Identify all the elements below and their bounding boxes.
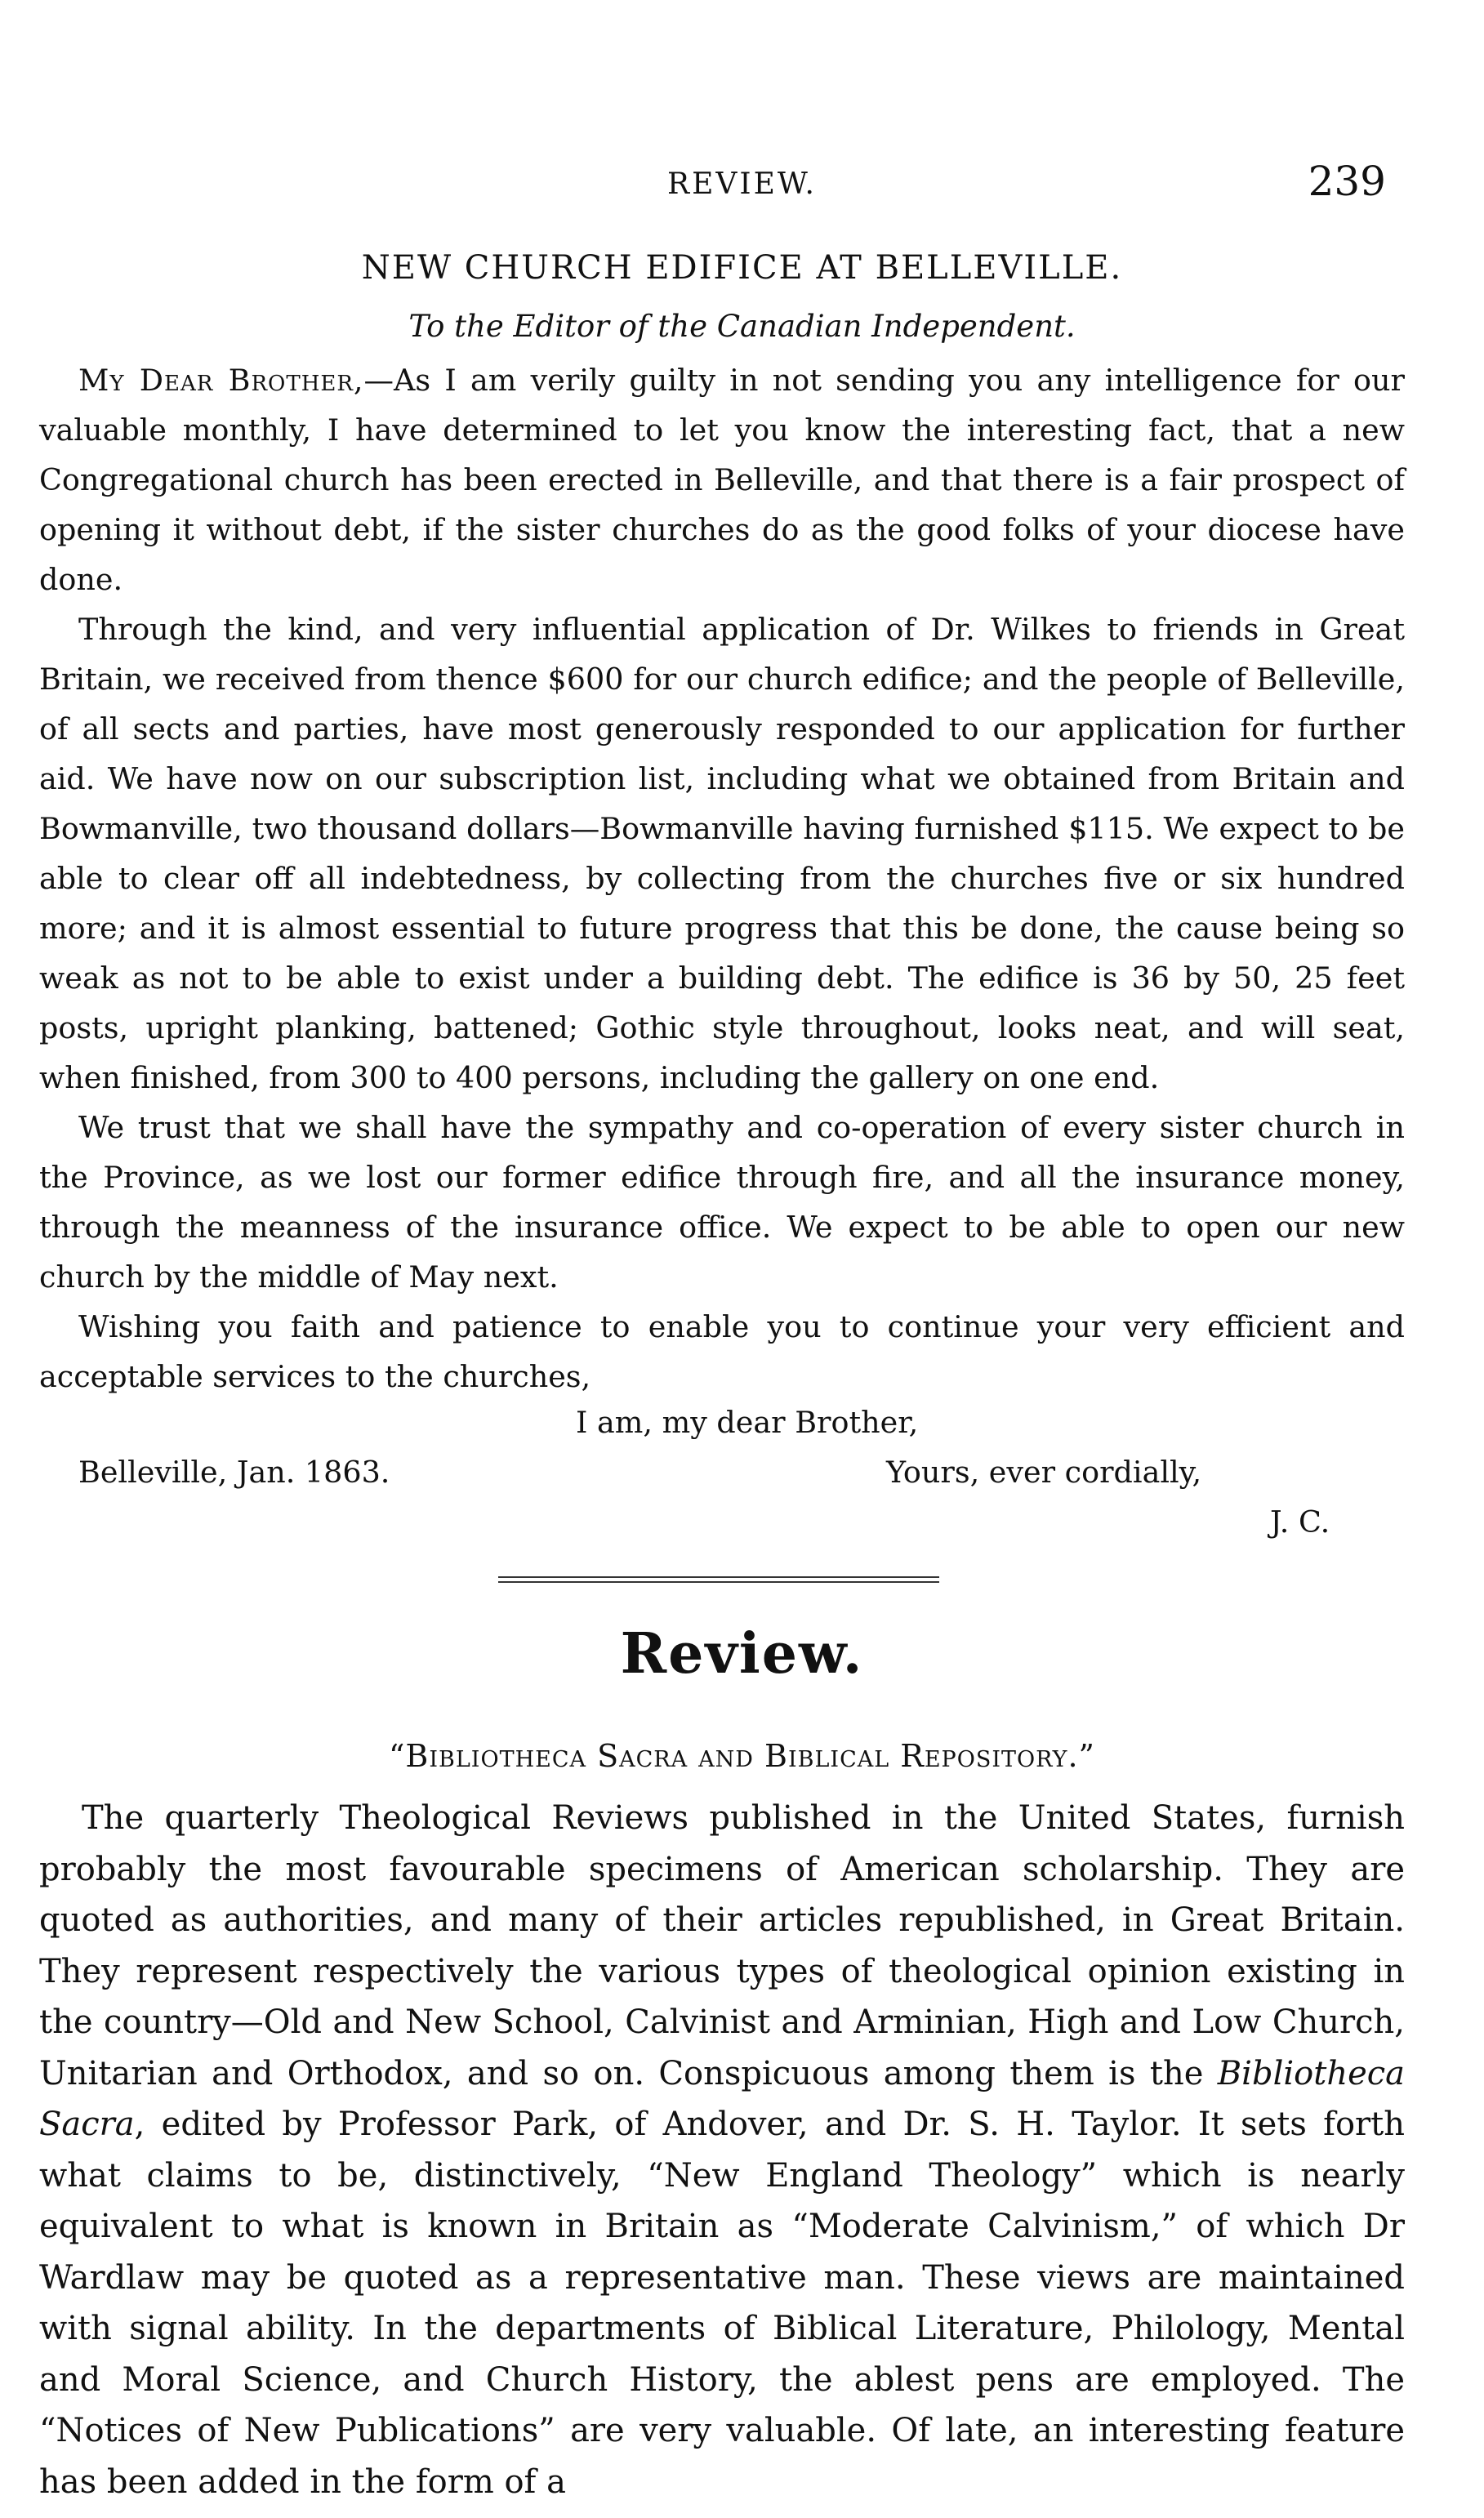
closing-line: I am, my dear Brother, xyxy=(576,1405,919,1440)
divider-line xyxy=(498,1581,939,1583)
review-text-part: The quarterly Theological Reviews published in the United States, furnish probably the most favourable specimens of American scholarship. They are quoted as authorities, and many of their articles republished, in Great Britain. They represent respectively the various types of theological opinion existing in the country—Old and New School, Calvinist and Arminian, High and Low Church, Unitarian and Orthodox, and so on. Conspicuous among them is the xyxy=(39,1799,1405,2092)
letter-paragraph: We trust that we shall have the sympathy and co-operation of every sister church in the Province, as we lost our former edifice through fire, and all the insurance money, through the meanness of the insurance office. We expect to be able to open our new church by the middle of May next. xyxy=(39,1110,1405,1295)
review-paragraph xyxy=(39,1793,1405,2507)
review-text-part: , edited by Professor Park, of Andover, and Dr. S. H. Taylor. It sets forth what claims to be, distinctively, “New England Theology” which is nearly equivalent to what is known in Britain as “Moderate Calvinism,” of which Dr Wardlaw may be quoted as a representative man. These views are maintained with signal ability. In the departments of Biblical Literature, Philology, Mental and Moral Science, and Church History, the ablest pens are employed. The “Notices of New Publications” are very valuable. Of late, an interesting feature has been added in the form of a xyxy=(39,2106,1405,2501)
review-heading: Review. xyxy=(620,1621,864,1687)
page-number: 239 xyxy=(1308,158,1386,205)
letter-paragraph xyxy=(39,355,1405,604)
section-divider xyxy=(498,1576,939,1586)
salutation: My Dear Brother, xyxy=(78,363,364,398)
address-line: To the Editor of the Canadian Independent. xyxy=(408,309,1076,344)
place-date: Belleville, Jan. 1863. xyxy=(78,1455,390,1490)
letter-paragraph: Wishing you faith and patience to enable you to continue your very efficient and acceptable services to the churches, xyxy=(39,1309,1405,1394)
letter-paragraph-text: —As I am verily guilty in not sending you any intelligence for our valuable monthly, I have determined to let you know the interesting fact, that a new Congregational church has been erected in Belleville, and that there is a fair prospect of opening it without debt, if the sister churches do as the good folks of your diocese have done. xyxy=(39,363,1405,597)
review-body xyxy=(39,1793,1405,2507)
letter-paragraph: Through the kind, and very influential application of Dr. Wilkes to friends in Great Britain, we received from thence $600 for our church edifice; and the people of Belleville, of all sects and parties, have most generously responded to our application for further aid. We have now on our subscription list, including what we obtained from Britain and Bowmanville, two thousand dollars—Bowmanville having furnished $115. We expect to be able to clear off all indebtedness, by collecting from the churches five or six hundred more; and it is almost essential to future progress that this be done, the cause being so weak as not to be able to exist under a building debt. The edifice is 36 by 50, 25 feet posts, upright planking, battened; Gothic style throughout, looks neat, and will seat, when finished, from 300 to 400 persons, including the gallery on one end. xyxy=(39,612,1405,1095)
article-title: NEW CHURCH EDIFICE AT BELLEVILLE. xyxy=(361,249,1123,287)
valediction: Yours, ever cordially, xyxy=(886,1455,1202,1490)
letter-body xyxy=(39,355,1405,1402)
divider-line xyxy=(498,1576,939,1578)
running-head xyxy=(0,158,1484,216)
running-title: REVIEW. xyxy=(666,167,818,201)
signature: J. C. xyxy=(1270,1504,1330,1540)
journal-title: Bibliotheca Sacra xyxy=(39,2054,1405,2143)
review-subtitle: “Bibliotheca Sacra and Biblical Repository.” xyxy=(389,1738,1095,1774)
